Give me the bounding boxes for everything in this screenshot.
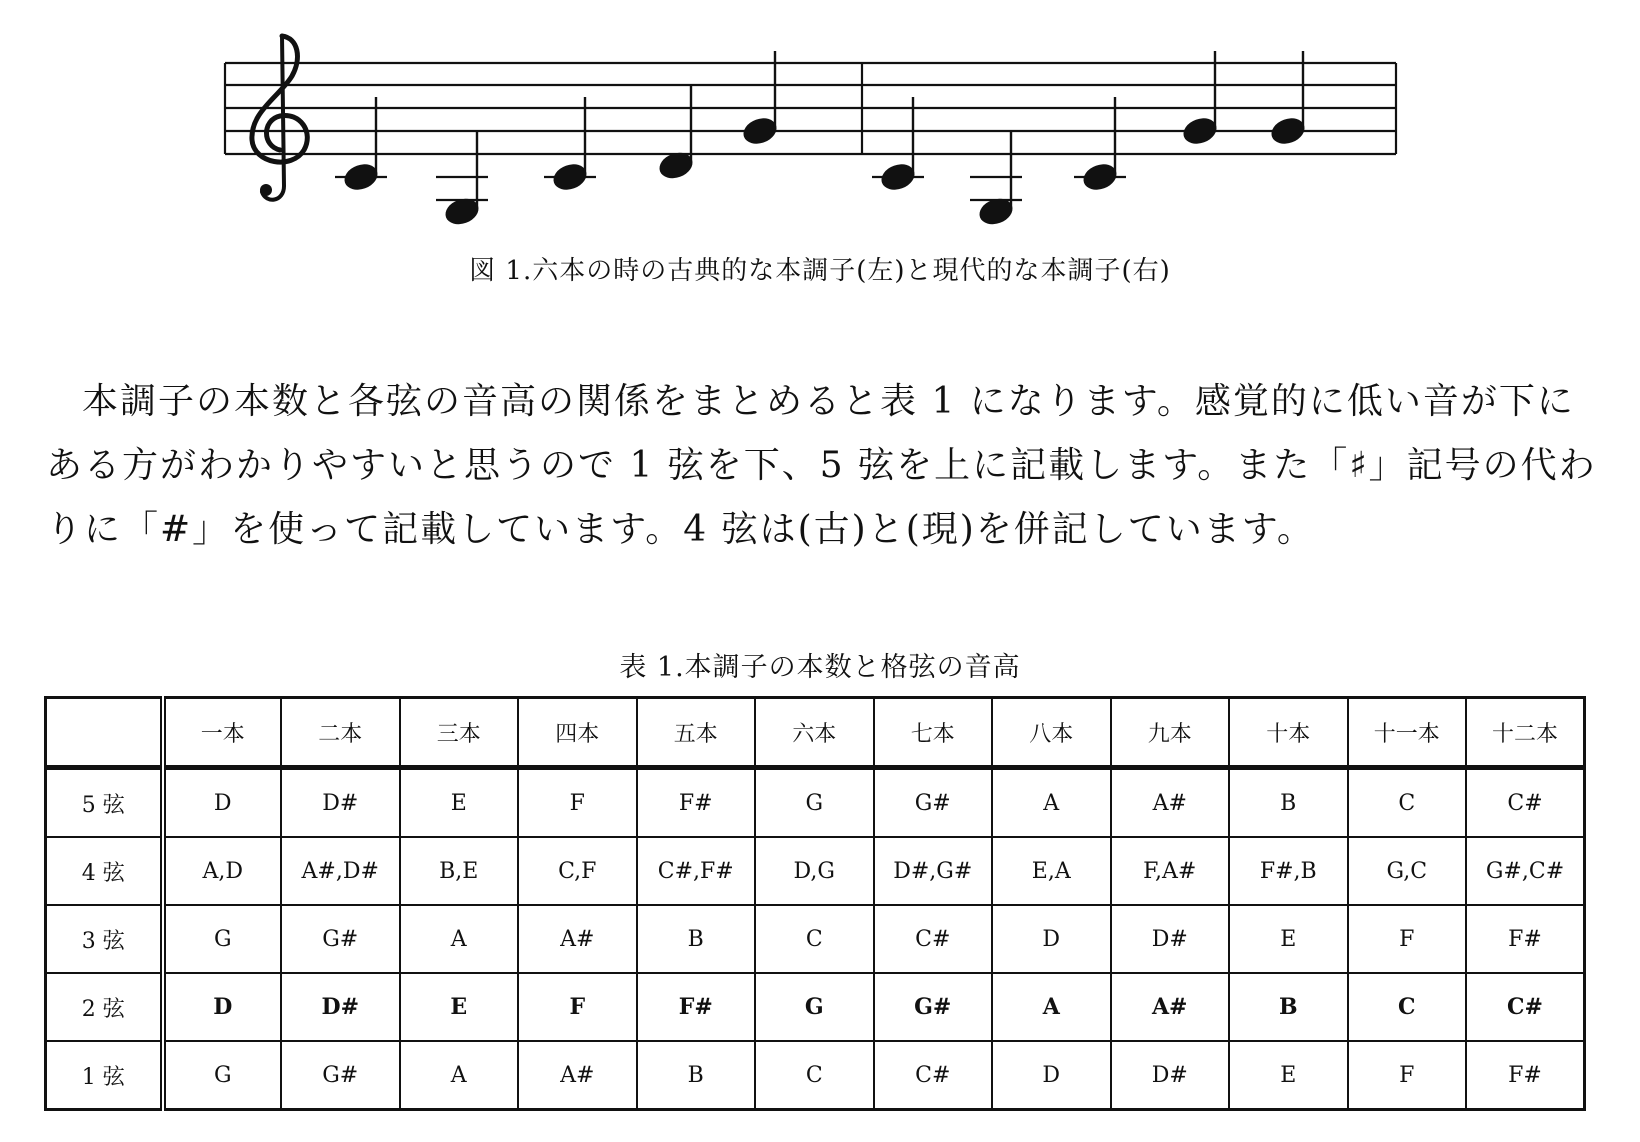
table-cell: F — [518, 768, 637, 838]
table-cell: E — [400, 973, 519, 1041]
table-cell: A — [992, 768, 1111, 838]
header-row — [46, 698, 1585, 768]
table-cell: G# — [874, 768, 993, 838]
table-cell: B — [637, 905, 756, 973]
table-cell: B — [637, 1041, 756, 1110]
table-cell: A# — [1111, 973, 1230, 1041]
table-cell: A — [992, 973, 1111, 1041]
table-cell: A# — [518, 905, 637, 973]
table-cell: C# — [874, 905, 993, 973]
table-cell: C — [755, 1041, 874, 1110]
column-header: 五本 — [637, 698, 756, 768]
table-cell: D — [163, 768, 282, 838]
table-cell: G# — [281, 905, 400, 973]
column-header: 七本 — [874, 698, 993, 768]
figure-caption: 図 1.六本の時の古典的な本調子(左)と現代的な本調子(右) — [469, 256, 1171, 286]
table-cell: C — [1348, 973, 1467, 1041]
table-body — [46, 768, 1585, 1110]
table-cell: D# — [1111, 905, 1230, 973]
table-cell: C# — [874, 1041, 993, 1110]
table-cell: D — [992, 1041, 1111, 1110]
column-header: 十本 — [1229, 698, 1348, 768]
table-row — [46, 905, 1585, 973]
row-label: 3 弦 — [46, 905, 163, 973]
table-cell: G — [163, 905, 282, 973]
column-header: 九本 — [1111, 698, 1230, 768]
table-cell: E,A — [992, 837, 1111, 905]
column-header: 十二本 — [1466, 698, 1585, 768]
table-cell: D# — [281, 768, 400, 838]
table-cell: E — [1229, 905, 1348, 973]
table-cell: F,A# — [1111, 837, 1230, 905]
table-caption: 表 1.本調子の本数と格弦の音高 — [619, 652, 1021, 683]
music-staff-figure — [0, 0, 1640, 240]
table-cell: C#,F# — [637, 837, 756, 905]
table-cell: G# — [874, 973, 993, 1041]
table-cell: G#,C# — [1466, 837, 1585, 905]
table-row — [46, 837, 1585, 905]
table-cell: A# — [518, 1041, 637, 1110]
table-cell: E — [400, 768, 519, 838]
body-paragraph: 本調子の本数と各弦の音高の関係をまとめると表 1 になります。感覚的に低い音が下にある方がわかりやすいと思うので 1 弦を下、5 弦を上に記載します。また「♯」記号の代わりに「#」を使って記載しています。4 弦は(古)と(現)を併記しています。 — [46, 381, 1597, 550]
notes-group — [335, 51, 1308, 229]
table-cell: B,E — [400, 837, 519, 905]
column-header: 六本 — [755, 698, 874, 768]
corner-cell — [46, 698, 163, 768]
column-header: 一本 — [163, 698, 282, 768]
column-header: 四本 — [518, 698, 637, 768]
table-cell: F#,B — [1229, 837, 1348, 905]
treble-clef-icon — [252, 36, 307, 200]
row-label: 2 弦 — [46, 973, 163, 1041]
table-cell: C,F — [518, 837, 637, 905]
row-label: 1 弦 — [46, 1041, 163, 1110]
table-cell: D — [992, 905, 1111, 973]
table-cell: D# — [281, 973, 400, 1041]
table-cell: F# — [637, 768, 756, 838]
table-cell: D — [163, 973, 282, 1041]
table-cell: C# — [1466, 973, 1585, 1041]
table-cell: A — [400, 1041, 519, 1110]
table-cell: B — [1229, 768, 1348, 838]
row-label: 5 弦 — [46, 768, 163, 838]
table-cell: C — [755, 905, 874, 973]
column-header: 八本 — [992, 698, 1111, 768]
table-cell: A — [400, 905, 519, 973]
table-row — [46, 1041, 1585, 1110]
table-cell: A,D — [163, 837, 282, 905]
row-label: 4 弦 — [46, 837, 163, 905]
table-cell: C# — [1466, 768, 1585, 838]
column-header: 十一本 — [1348, 698, 1467, 768]
table-cell: G — [755, 973, 874, 1041]
table-cell: F — [518, 973, 637, 1041]
table-cell: D# — [1111, 1041, 1230, 1110]
table-cell: F# — [1466, 1041, 1585, 1110]
table-cell: F — [1348, 905, 1467, 973]
table-cell: G# — [281, 1041, 400, 1110]
table-cell: E — [1229, 1041, 1348, 1110]
table-cell: D#,G# — [874, 837, 993, 905]
column-header: 二本 — [281, 698, 400, 768]
table-cell: G — [755, 768, 874, 838]
table-cell: A#,D# — [281, 837, 400, 905]
table-cell: A# — [1111, 768, 1230, 838]
table-cell: C — [1348, 768, 1467, 838]
tuning-table — [44, 696, 1586, 1111]
table-cell: F# — [637, 973, 756, 1041]
table-cell: D,G — [755, 837, 874, 905]
table-cell: F# — [1466, 905, 1585, 973]
column-header: 三本 — [400, 698, 519, 768]
table-row — [46, 768, 1585, 838]
table-cell: G,C — [1348, 837, 1467, 905]
table-row — [46, 973, 1585, 1041]
table-cell: G — [163, 1041, 282, 1110]
table-cell: B — [1229, 973, 1348, 1041]
table-cell: F — [1348, 1041, 1467, 1110]
